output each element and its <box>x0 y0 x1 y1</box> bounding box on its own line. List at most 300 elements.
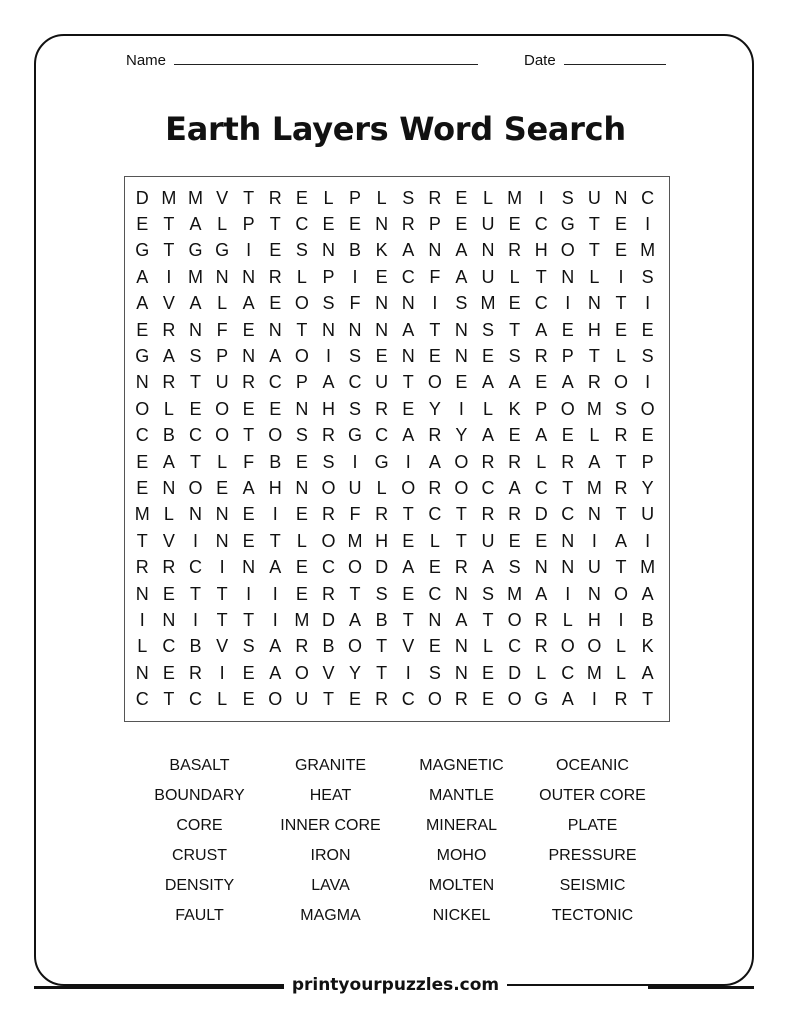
grid-cell[interactable]: U <box>348 477 362 498</box>
grid-cell[interactable]: E <box>641 425 654 446</box>
grid-cell[interactable]: O <box>427 689 442 710</box>
grid-cell[interactable]: P <box>535 398 548 419</box>
grid-cell[interactable]: L <box>217 451 228 472</box>
grid-cell[interactable]: E <box>402 583 415 604</box>
grid-cell[interactable]: E <box>535 530 548 551</box>
grid-cell[interactable]: E <box>641 319 654 340</box>
grid-cell[interactable]: L <box>615 662 626 683</box>
grid-cell[interactable]: T <box>376 662 388 683</box>
grid-cell[interactable]: M <box>586 398 602 419</box>
grid-cell[interactable]: P <box>322 266 335 287</box>
grid-cell[interactable]: E <box>242 689 255 710</box>
grid-cell[interactable]: A <box>561 689 574 710</box>
grid-cell[interactable]: R <box>321 583 335 604</box>
grid-cell[interactable]: E <box>216 477 229 498</box>
grid-cell[interactable]: S <box>641 266 654 287</box>
grid-cell[interactable]: F <box>349 293 361 314</box>
grid-cell[interactable]: R <box>508 451 522 472</box>
grid-cell[interactable]: O <box>135 398 150 419</box>
grid-cell[interactable]: M <box>480 293 496 314</box>
grid-cell[interactable]: E <box>295 504 308 525</box>
grid-cell[interactable]: E <box>295 557 308 578</box>
grid-cell[interactable]: E <box>455 372 468 393</box>
grid-cell[interactable]: R <box>454 557 468 578</box>
grid-cell[interactable]: E <box>402 398 415 419</box>
grid-cell[interactable]: R <box>454 689 468 710</box>
grid-cell[interactable]: T <box>615 557 627 578</box>
grid-cell[interactable]: V <box>216 187 229 208</box>
grid-cell[interactable]: H <box>534 240 548 261</box>
grid-cell[interactable]: N <box>242 557 256 578</box>
grid-cell[interactable]: L <box>509 266 520 287</box>
grid-cell[interactable]: T <box>429 319 441 340</box>
grid-cell[interactable]: Y <box>641 477 654 498</box>
grid-cell[interactable]: E <box>162 583 175 604</box>
grid-cell[interactable]: M <box>640 557 656 578</box>
grid-cell[interactable]: A <box>614 530 627 551</box>
grid-cell[interactable]: T <box>588 346 600 367</box>
grid-cell[interactable]: T <box>322 689 334 710</box>
grid-cell[interactable]: E <box>375 346 388 367</box>
grid-cell[interactable]: L <box>536 662 547 683</box>
grid-cell[interactable]: T <box>615 293 627 314</box>
grid-cell[interactable]: R <box>375 398 389 419</box>
grid-cell[interactable]: E <box>508 214 521 235</box>
grid-cell[interactable]: K <box>508 398 521 419</box>
grid-cell[interactable]: F <box>349 504 361 525</box>
grid-cell[interactable]: M <box>161 187 177 208</box>
grid-cell[interactable]: A <box>428 451 441 472</box>
grid-cell[interactable]: T <box>455 530 467 551</box>
grid-cell[interactable]: L <box>589 425 600 446</box>
grid-cell[interactable]: L <box>163 398 174 419</box>
grid-cell[interactable]: L <box>615 636 626 657</box>
grid-cell[interactable]: T <box>455 504 467 525</box>
grid-cell[interactable]: A <box>588 451 601 472</box>
grid-cell[interactable]: R <box>321 425 335 446</box>
grid-cell[interactable]: C <box>428 583 442 604</box>
grid-cell[interactable]: C <box>561 662 575 683</box>
grid-cell[interactable]: A <box>482 425 495 446</box>
grid-cell[interactable]: O <box>268 689 283 710</box>
grid-cell[interactable]: E <box>482 662 495 683</box>
grid-cell[interactable]: S <box>641 346 654 367</box>
grid-cell[interactable]: G <box>135 240 150 261</box>
grid-cell[interactable]: C <box>188 425 202 446</box>
grid-cell[interactable]: C <box>481 477 495 498</box>
grid-cell[interactable]: S <box>322 451 335 472</box>
grid-cell[interactable]: L <box>137 636 148 657</box>
grid-cell[interactable]: E <box>428 557 441 578</box>
grid-cell[interactable]: I <box>192 530 198 551</box>
grid-cell[interactable]: A <box>189 214 202 235</box>
grid-cell[interactable]: L <box>562 609 573 630</box>
grid-cell[interactable]: R <box>534 636 548 657</box>
grid-cell[interactable]: T <box>615 504 627 525</box>
grid-cell[interactable]: N <box>587 504 601 525</box>
grid-cell[interactable]: N <box>454 583 468 604</box>
grid-cell[interactable]: C <box>641 187 655 208</box>
grid-cell[interactable]: N <box>242 266 256 287</box>
grid-cell[interactable]: A <box>402 319 415 340</box>
grid-cell[interactable]: E <box>482 689 495 710</box>
grid-cell[interactable]: F <box>216 319 228 340</box>
grid-cell[interactable]: N <box>162 477 176 498</box>
grid-cell[interactable]: K <box>375 240 388 261</box>
grid-cell[interactable]: V <box>162 293 175 314</box>
grid-cell[interactable]: I <box>352 451 358 472</box>
grid-cell[interactable]: S <box>508 346 521 367</box>
grid-cell[interactable]: C <box>428 504 442 525</box>
grid-cell[interactable]: E <box>162 662 175 683</box>
grid-cell[interactable]: E <box>269 398 282 419</box>
grid-cell[interactable]: T <box>163 689 175 710</box>
grid-cell[interactable]: N <box>454 636 468 657</box>
grid-cell[interactable]: T <box>376 636 388 657</box>
grid-cell[interactable]: A <box>242 293 255 314</box>
grid-cell[interactable]: A <box>162 346 175 367</box>
grid-cell[interactable]: N <box>215 504 229 525</box>
grid-cell[interactable]: S <box>295 240 308 261</box>
grid-cell[interactable]: E <box>508 530 521 551</box>
grid-cell[interactable]: M <box>134 504 150 525</box>
grid-cell[interactable]: A <box>455 609 468 630</box>
grid-cell[interactable]: N <box>135 372 149 393</box>
grid-cell[interactable]: I <box>405 451 411 472</box>
grid-cell[interactable]: R <box>481 451 495 472</box>
grid-cell[interactable]: R <box>508 240 522 261</box>
grid-cell[interactable]: K <box>641 636 654 657</box>
grid-cell[interactable]: N <box>295 398 309 419</box>
grid-cell[interactable]: N <box>135 662 149 683</box>
grid-cell[interactable]: T <box>243 609 255 630</box>
grid-cell[interactable]: A <box>508 372 521 393</box>
grid-cell[interactable]: O <box>294 293 309 314</box>
grid-cell[interactable]: H <box>587 319 601 340</box>
grid-cell[interactable]: G <box>560 214 575 235</box>
grid-cell[interactable]: G <box>534 689 549 710</box>
grid-cell[interactable]: L <box>217 293 228 314</box>
grid-cell[interactable]: U <box>481 530 495 551</box>
grid-cell[interactable]: R <box>508 504 522 525</box>
grid-cell[interactable]: I <box>405 662 411 683</box>
grid-cell[interactable]: E <box>349 689 362 710</box>
grid-cell[interactable]: T <box>296 319 308 340</box>
grid-cell[interactable]: E <box>242 398 255 419</box>
grid-cell[interactable]: E <box>508 293 521 314</box>
grid-cell[interactable]: E <box>242 662 255 683</box>
grid-cell[interactable]: R <box>587 372 601 393</box>
grid-cell[interactable]: I <box>618 609 624 630</box>
grid-cell[interactable]: N <box>215 266 229 287</box>
grid-cell[interactable]: N <box>614 187 628 208</box>
grid-cell[interactable]: R <box>428 425 442 446</box>
grid-cell[interactable]: A <box>535 583 548 604</box>
grid-cell[interactable]: A <box>269 346 282 367</box>
grid-cell[interactable]: B <box>375 609 388 630</box>
grid-cell[interactable]: N <box>348 319 362 340</box>
grid-cell[interactable]: I <box>192 609 198 630</box>
grid-cell[interactable]: P <box>295 372 308 393</box>
grid-cell[interactable]: T <box>216 583 228 604</box>
grid-cell[interactable]: I <box>246 240 252 261</box>
grid-cell[interactable]: M <box>507 187 523 208</box>
grid-cell[interactable]: R <box>614 477 628 498</box>
grid-cell[interactable]: G <box>374 451 389 472</box>
grid-cell[interactable]: U <box>481 266 495 287</box>
grid-cell[interactable]: M <box>586 477 602 498</box>
grid-cell[interactable]: L <box>536 451 547 472</box>
grid-cell[interactable]: E <box>455 187 468 208</box>
grid-cell[interactable]: P <box>216 346 229 367</box>
grid-cell[interactable]: S <box>189 346 202 367</box>
grid-cell[interactable]: L <box>296 266 307 287</box>
grid-cell[interactable]: E <box>136 451 149 472</box>
grid-cell[interactable]: T <box>402 609 414 630</box>
grid-cell[interactable]: T <box>535 266 547 287</box>
grid-cell[interactable]: O <box>268 425 283 446</box>
grid-cell[interactable]: E <box>402 530 415 551</box>
grid-cell[interactable]: R <box>375 689 389 710</box>
grid-cell[interactable]: E <box>428 346 441 367</box>
grid-cell[interactable]: L <box>483 398 494 419</box>
grid-cell[interactable]: N <box>135 583 149 604</box>
grid-cell[interactable]: T <box>402 504 414 525</box>
grid-cell[interactable]: I <box>618 266 624 287</box>
grid-cell[interactable]: O <box>507 609 522 630</box>
grid-cell[interactable]: C <box>135 425 149 446</box>
grid-cell[interactable]: P <box>428 214 441 235</box>
grid-cell[interactable]: R <box>321 504 335 525</box>
grid-cell[interactable]: L <box>429 530 440 551</box>
grid-cell[interactable]: R <box>614 689 628 710</box>
grid-cell[interactable]: A <box>535 425 548 446</box>
grid-cell[interactable]: O <box>348 557 363 578</box>
grid-cell[interactable]: U <box>587 187 601 208</box>
grid-cell[interactable]: V <box>402 636 415 657</box>
grid-cell[interactable]: P <box>641 451 654 472</box>
grid-cell[interactable]: T <box>482 609 494 630</box>
grid-cell[interactable]: P <box>561 346 574 367</box>
grid-cell[interactable]: T <box>642 689 654 710</box>
grid-cell[interactable]: I <box>432 293 438 314</box>
grid-cell[interactable]: S <box>349 398 362 419</box>
grid-cell[interactable]: N <box>428 240 442 261</box>
grid-cell[interactable]: H <box>375 530 389 551</box>
grid-cell[interactable]: P <box>349 187 362 208</box>
grid-cell[interactable]: R <box>428 477 442 498</box>
grid-cell[interactable]: E <box>189 398 202 419</box>
grid-cell[interactable]: B <box>641 609 654 630</box>
grid-cell[interactable]: N <box>454 319 468 340</box>
grid-cell[interactable]: N <box>268 319 282 340</box>
grid-cell[interactable]: T <box>402 372 414 393</box>
grid-cell[interactable]: A <box>269 636 282 657</box>
grid-cell[interactable]: N <box>401 293 415 314</box>
grid-cell[interactable]: S <box>614 398 627 419</box>
grid-cell[interactable]: A <box>641 662 654 683</box>
grid-cell[interactable]: O <box>401 477 416 498</box>
grid-cell[interactable]: I <box>645 372 651 393</box>
grid-cell[interactable]: I <box>565 293 571 314</box>
grid-cell[interactable]: C <box>534 293 548 314</box>
grid-cell[interactable]: I <box>458 398 464 419</box>
grid-cell[interactable]: V <box>322 662 335 683</box>
grid-cell[interactable]: L <box>589 266 600 287</box>
grid-cell[interactable]: A <box>322 372 335 393</box>
grid-cell[interactable]: E <box>242 530 255 551</box>
grid-cell[interactable]: A <box>455 266 468 287</box>
grid-cell[interactable]: N <box>454 346 468 367</box>
grid-cell[interactable]: N <box>188 319 202 340</box>
grid-cell[interactable]: N <box>375 293 389 314</box>
grid-cell[interactable]: E <box>295 583 308 604</box>
grid-cell[interactable]: E <box>375 266 388 287</box>
grid-cell[interactable]: R <box>268 266 282 287</box>
grid-cell[interactable]: I <box>272 583 278 604</box>
grid-cell[interactable]: O <box>215 425 230 446</box>
grid-cell[interactable]: E <box>614 319 627 340</box>
grid-cell[interactable]: S <box>295 425 308 446</box>
grid-cell[interactable]: Y <box>455 425 468 446</box>
grid-cell[interactable]: R <box>242 372 256 393</box>
grid-cell[interactable]: L <box>217 689 228 710</box>
grid-cell[interactable]: T <box>509 319 521 340</box>
grid-cell[interactable]: A <box>162 451 175 472</box>
grid-cell[interactable]: M <box>347 530 363 551</box>
grid-cell[interactable]: H <box>587 609 601 630</box>
grid-cell[interactable]: S <box>349 346 362 367</box>
grid-cell[interactable]: O <box>587 636 602 657</box>
grid-cell[interactable]: N <box>587 293 601 314</box>
grid-cell[interactable]: T <box>216 609 228 630</box>
grid-cell[interactable]: N <box>481 240 495 261</box>
grid-cell[interactable]: R <box>188 662 202 683</box>
grid-cell[interactable]: M <box>586 662 602 683</box>
grid-cell[interactable]: I <box>272 504 278 525</box>
grid-cell[interactable]: E <box>242 504 255 525</box>
grid-cell[interactable]: N <box>561 557 575 578</box>
grid-cell[interactable]: O <box>215 398 230 419</box>
grid-cell[interactable]: S <box>455 293 468 314</box>
grid-cell[interactable]: A <box>641 583 654 604</box>
grid-cell[interactable]: H <box>321 398 335 419</box>
grid-cell[interactable]: E <box>269 293 282 314</box>
grid-cell[interactable]: N <box>401 346 415 367</box>
grid-cell[interactable]: A <box>482 557 495 578</box>
grid-cell[interactable]: P <box>242 214 255 235</box>
grid-cell[interactable]: G <box>215 240 230 261</box>
grid-cell[interactable]: A <box>402 425 415 446</box>
grid-cell[interactable]: U <box>481 214 495 235</box>
grid-cell[interactable]: O <box>321 477 336 498</box>
grid-cell[interactable]: T <box>615 451 627 472</box>
grid-cell[interactable]: T <box>163 214 175 235</box>
grid-cell[interactable]: R <box>534 609 548 630</box>
grid-cell[interactable]: A <box>482 372 495 393</box>
grid-cell[interactable]: L <box>483 636 494 657</box>
grid-cell[interactable]: T <box>243 425 255 446</box>
grid-cell[interactable]: O <box>640 398 655 419</box>
grid-cell[interactable]: T <box>189 583 201 604</box>
grid-cell[interactable]: O <box>348 636 363 657</box>
grid-cell[interactable]: R <box>162 319 176 340</box>
grid-cell[interactable]: U <box>295 689 309 710</box>
grid-cell[interactable]: I <box>325 346 331 367</box>
grid-cell[interactable]: N <box>375 319 389 340</box>
grid-cell[interactable]: E <box>535 372 548 393</box>
grid-cell[interactable]: E <box>269 240 282 261</box>
grid-cell[interactable]: G <box>188 240 203 261</box>
grid-cell[interactable]: A <box>508 477 521 498</box>
grid-cell[interactable]: S <box>482 319 495 340</box>
grid-cell[interactable]: R <box>614 425 628 446</box>
grid-cell[interactable]: O <box>188 477 203 498</box>
grid-cell[interactable]: O <box>454 477 469 498</box>
grid-cell[interactable]: E <box>295 451 308 472</box>
grid-cell[interactable]: A <box>242 477 255 498</box>
grid-cell[interactable]: T <box>349 583 361 604</box>
grid-cell[interactable]: I <box>538 187 544 208</box>
grid-cell[interactable]: O <box>321 530 336 551</box>
grid-cell[interactable]: N <box>454 662 468 683</box>
grid-cell[interactable]: C <box>162 636 176 657</box>
grid-cell[interactable]: I <box>591 689 597 710</box>
grid-cell[interactable]: S <box>508 557 521 578</box>
grid-cell[interactable]: N <box>188 504 202 525</box>
grid-cell[interactable]: E <box>508 425 521 446</box>
grid-cell[interactable]: E <box>455 214 468 235</box>
grid-cell[interactable]: E <box>349 214 362 235</box>
grid-cell[interactable]: C <box>188 689 202 710</box>
grid-cell[interactable]: C <box>348 372 362 393</box>
grid-cell[interactable]: U <box>587 557 601 578</box>
grid-cell[interactable]: E <box>428 636 441 657</box>
grid-cell[interactable]: C <box>534 214 548 235</box>
grid-cell[interactable]: U <box>375 372 389 393</box>
grid-cell[interactable]: B <box>349 240 362 261</box>
grid-cell[interactable]: E <box>136 477 149 498</box>
grid-cell[interactable]: N <box>162 609 176 630</box>
grid-cell[interactable]: B <box>269 451 282 472</box>
grid-cell[interactable]: E <box>561 319 574 340</box>
grid-cell[interactable]: N <box>321 319 335 340</box>
grid-cell[interactable]: D <box>375 557 389 578</box>
grid-cell[interactable]: I <box>352 266 358 287</box>
grid-cell[interactable]: M <box>640 240 656 261</box>
grid-cell[interactable]: D <box>321 609 335 630</box>
grid-cell[interactable]: C <box>188 557 202 578</box>
grid-cell[interactable]: I <box>565 583 571 604</box>
grid-cell[interactable]: E <box>136 319 149 340</box>
grid-cell[interactable]: A <box>402 240 415 261</box>
grid-cell[interactable]: D <box>534 504 548 525</box>
grid-cell[interactable]: R <box>135 557 149 578</box>
grid-cell[interactable]: E <box>561 425 574 446</box>
grid-cell[interactable]: I <box>645 214 651 235</box>
grid-cell[interactable]: F <box>243 451 255 472</box>
grid-cell[interactable]: F <box>429 266 441 287</box>
grid-cell[interactable]: S <box>242 636 255 657</box>
grid-cell[interactable]: O <box>560 240 575 261</box>
grid-cell[interactable]: T <box>269 214 281 235</box>
grid-cell[interactable]: O <box>427 372 442 393</box>
date-line[interactable] <box>564 52 666 65</box>
grid-cell[interactable]: O <box>454 451 469 472</box>
grid-cell[interactable]: L <box>217 214 228 235</box>
grid-cell[interactable]: R <box>375 504 389 525</box>
grid-cell[interactable]: G <box>348 425 363 446</box>
